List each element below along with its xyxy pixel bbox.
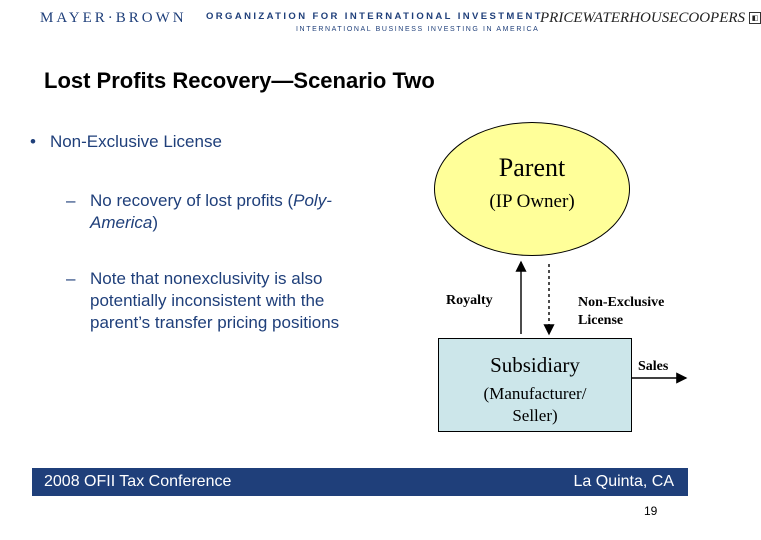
sales-label: Sales	[638, 359, 669, 374]
subsidiary-node	[438, 338, 632, 432]
parent-role: (IP Owner)	[489, 191, 575, 212]
dash-icon: –	[66, 269, 76, 288]
ofii-logo-line1: ORGANIZATION FOR INTERNATIONAL INVESTMENT	[206, 11, 543, 22]
footer-conference: 2008 OFII Tax Conference	[44, 473, 232, 490]
ofii-logo-line2: INTERNATIONAL BUSINESS INVESTING IN AMERICA	[296, 26, 540, 33]
pwc-mark-icon: ◧	[749, 12, 761, 24]
pwc-logo-text: PRICEWATERHOUSECOOPERS	[540, 10, 746, 26]
license-label-line1: Non-Exclusive	[578, 295, 665, 310]
case-name: Poly-America	[90, 191, 332, 232]
sub-bullet-1-text: No recovery of lost profits (Poly-America)	[90, 191, 332, 232]
mayer-brown-logo: MAYER·BROWN	[40, 10, 187, 26]
parent-node	[434, 122, 630, 256]
subsidiary-role	[439, 383, 631, 427]
subsidiary-role-line1: (Manufacturer/	[483, 384, 587, 403]
subsidiary-name: Subsidiary	[490, 353, 580, 377]
bullet-dot-icon: •	[30, 132, 36, 151]
page-number: 19	[644, 504, 658, 518]
royalty-label: Royalty	[446, 293, 493, 308]
dash-icon: –	[66, 191, 76, 210]
footer-bar	[32, 468, 688, 496]
parent-name: Parent	[498, 153, 566, 182]
license-label-line2: License	[578, 313, 624, 328]
main-bullet-text: Non-Exclusive License	[49, 132, 222, 151]
sub-bullet-2-text: Note that nonexclusivity is also potentially inconsistent with the parent’s transfer pricing positions	[90, 269, 340, 332]
license-label	[578, 294, 664, 330]
slide-title: Lost Profits Recovery—Scenario Two	[44, 68, 435, 93]
subsidiary-role-line2: Seller)	[512, 406, 558, 425]
footer-location: La Quinta, CA	[573, 473, 674, 490]
